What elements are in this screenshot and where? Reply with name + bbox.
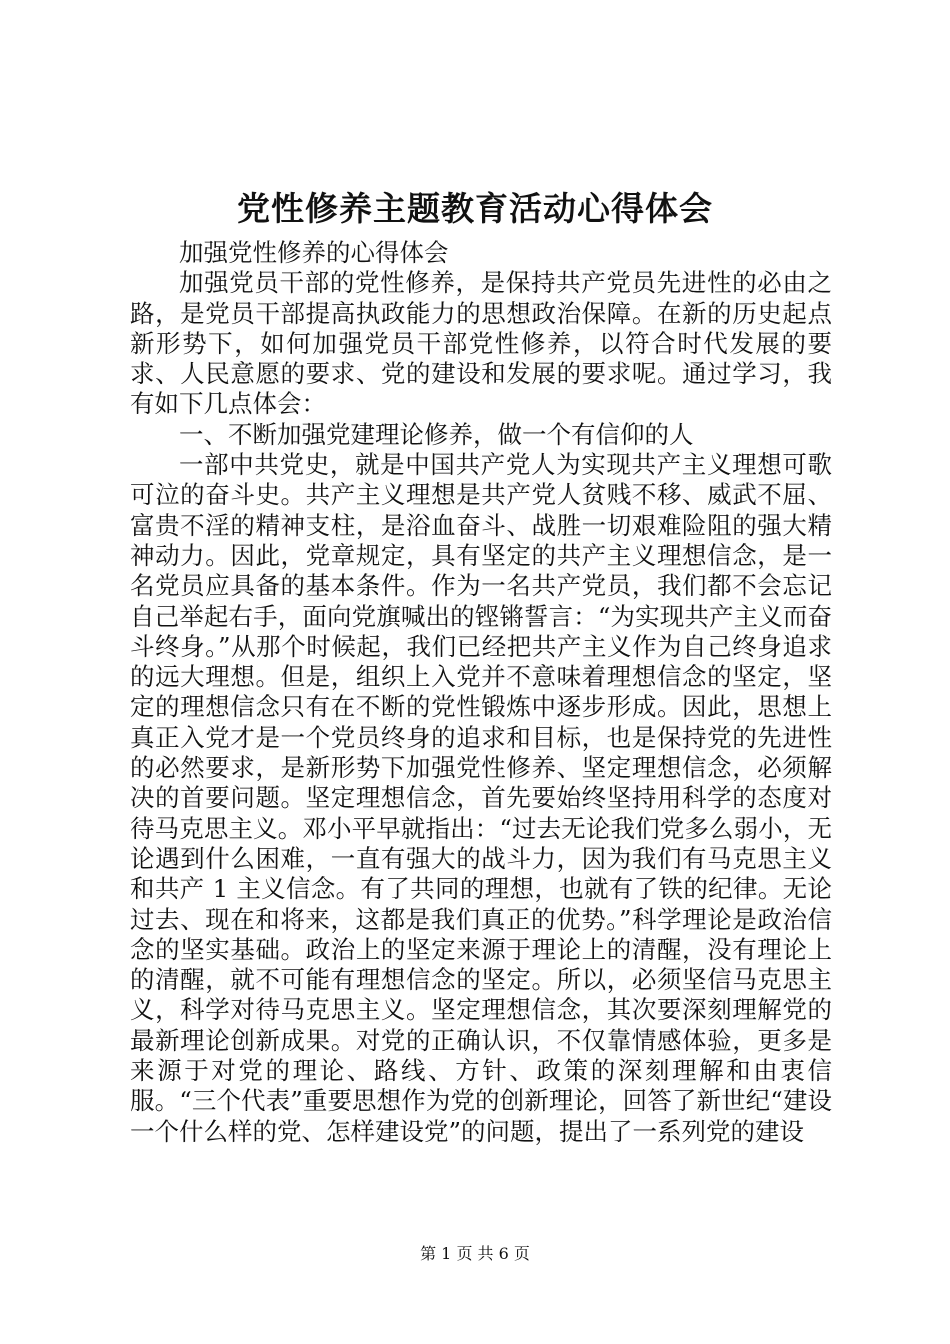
intro-paragraph: 加强党员干部的党性修养，是保持共产党员先进性的必由之路，是党员干部提高执政能力的思想政治保障。在新的历史起点新形势下，如何加强党员干部党性修养，以符合时代发展的要求、人民意愿的要求、党的建设和发展的要求呢。通过学习，我有如下几点体会： [130, 268, 832, 419]
body-paragraph: 一部中共党史，就是中国共产党人为实现共产主义理想可歌可泣的奋斗史。共产主义理想是共产党人贫贱不移、威武不屈、富贵不淫的精神支柱，是浴血奋斗、战胜一切艰难险阻的强大精神动力。因此，党章规定，具有坚定的共产主义理想信念，是一名党员应具备的基本条件。作为一名共产党员，我们都不会忘记自己举起右手，面向党旗喊出的铿锵誓言：“为实现共产主义而奋斗终身。”从那个时候起，我们已经把共产主义作为自己终身追求的远大理想。但是，组织上入党并不意味着理想信念的坚定，坚定的理想信念只有在不断的党性锻炼中逐步形成。因此，思想上真正入党才是一个党员终身的追求和目标，也是保持党的先进性的必然要求，是新形势下加强党性修养、坚定理想信念，必须解决的首要问题。坚定理想信念，首先要始终坚持用科学的态度对待马克思主义。邓小平早就指出：“过去无论我们党多么弱小，无论遇到什么困难，一直有强大的战斗力，因为我们有马克思主义和共产 1 主义信念。有了共同的理想，也就有了铁的纪律。无论过去、现在和将来，这都是我们真正的优势。”科学理论是政治信念的坚实基础。政治上的坚定来源于理论上的清醒，没有理论上的清醒，就不可能有理想信念的坚定。所以，必须坚信马克思主义，科学对待马克思主义。坚定理想信念，其次要深刻理解党的最新理论创新成果。对党的正确认识，不仅靠情感体验，更多是来源于对党的理论、路线、方针、政策的深刻理解和由衷信服。“三个代表”重要思想作为党的创新理论，回答了新世纪“建设一个什么样的党、怎样建设党”的问题，提出了一系列党的建设 [130, 450, 832, 1146]
page-number: 第 1 页 共 6 页 [420, 1244, 530, 1263]
document-title: 党性修养主题教育活动心得体会 [237, 189, 713, 228]
section-subtitle: 加强党性修养的心得体会 [179, 238, 449, 267]
section-heading: 一、不断加强党建理论修养，做一个有信仰的人 [179, 419, 694, 449]
document-body [130, 238, 832, 1147]
